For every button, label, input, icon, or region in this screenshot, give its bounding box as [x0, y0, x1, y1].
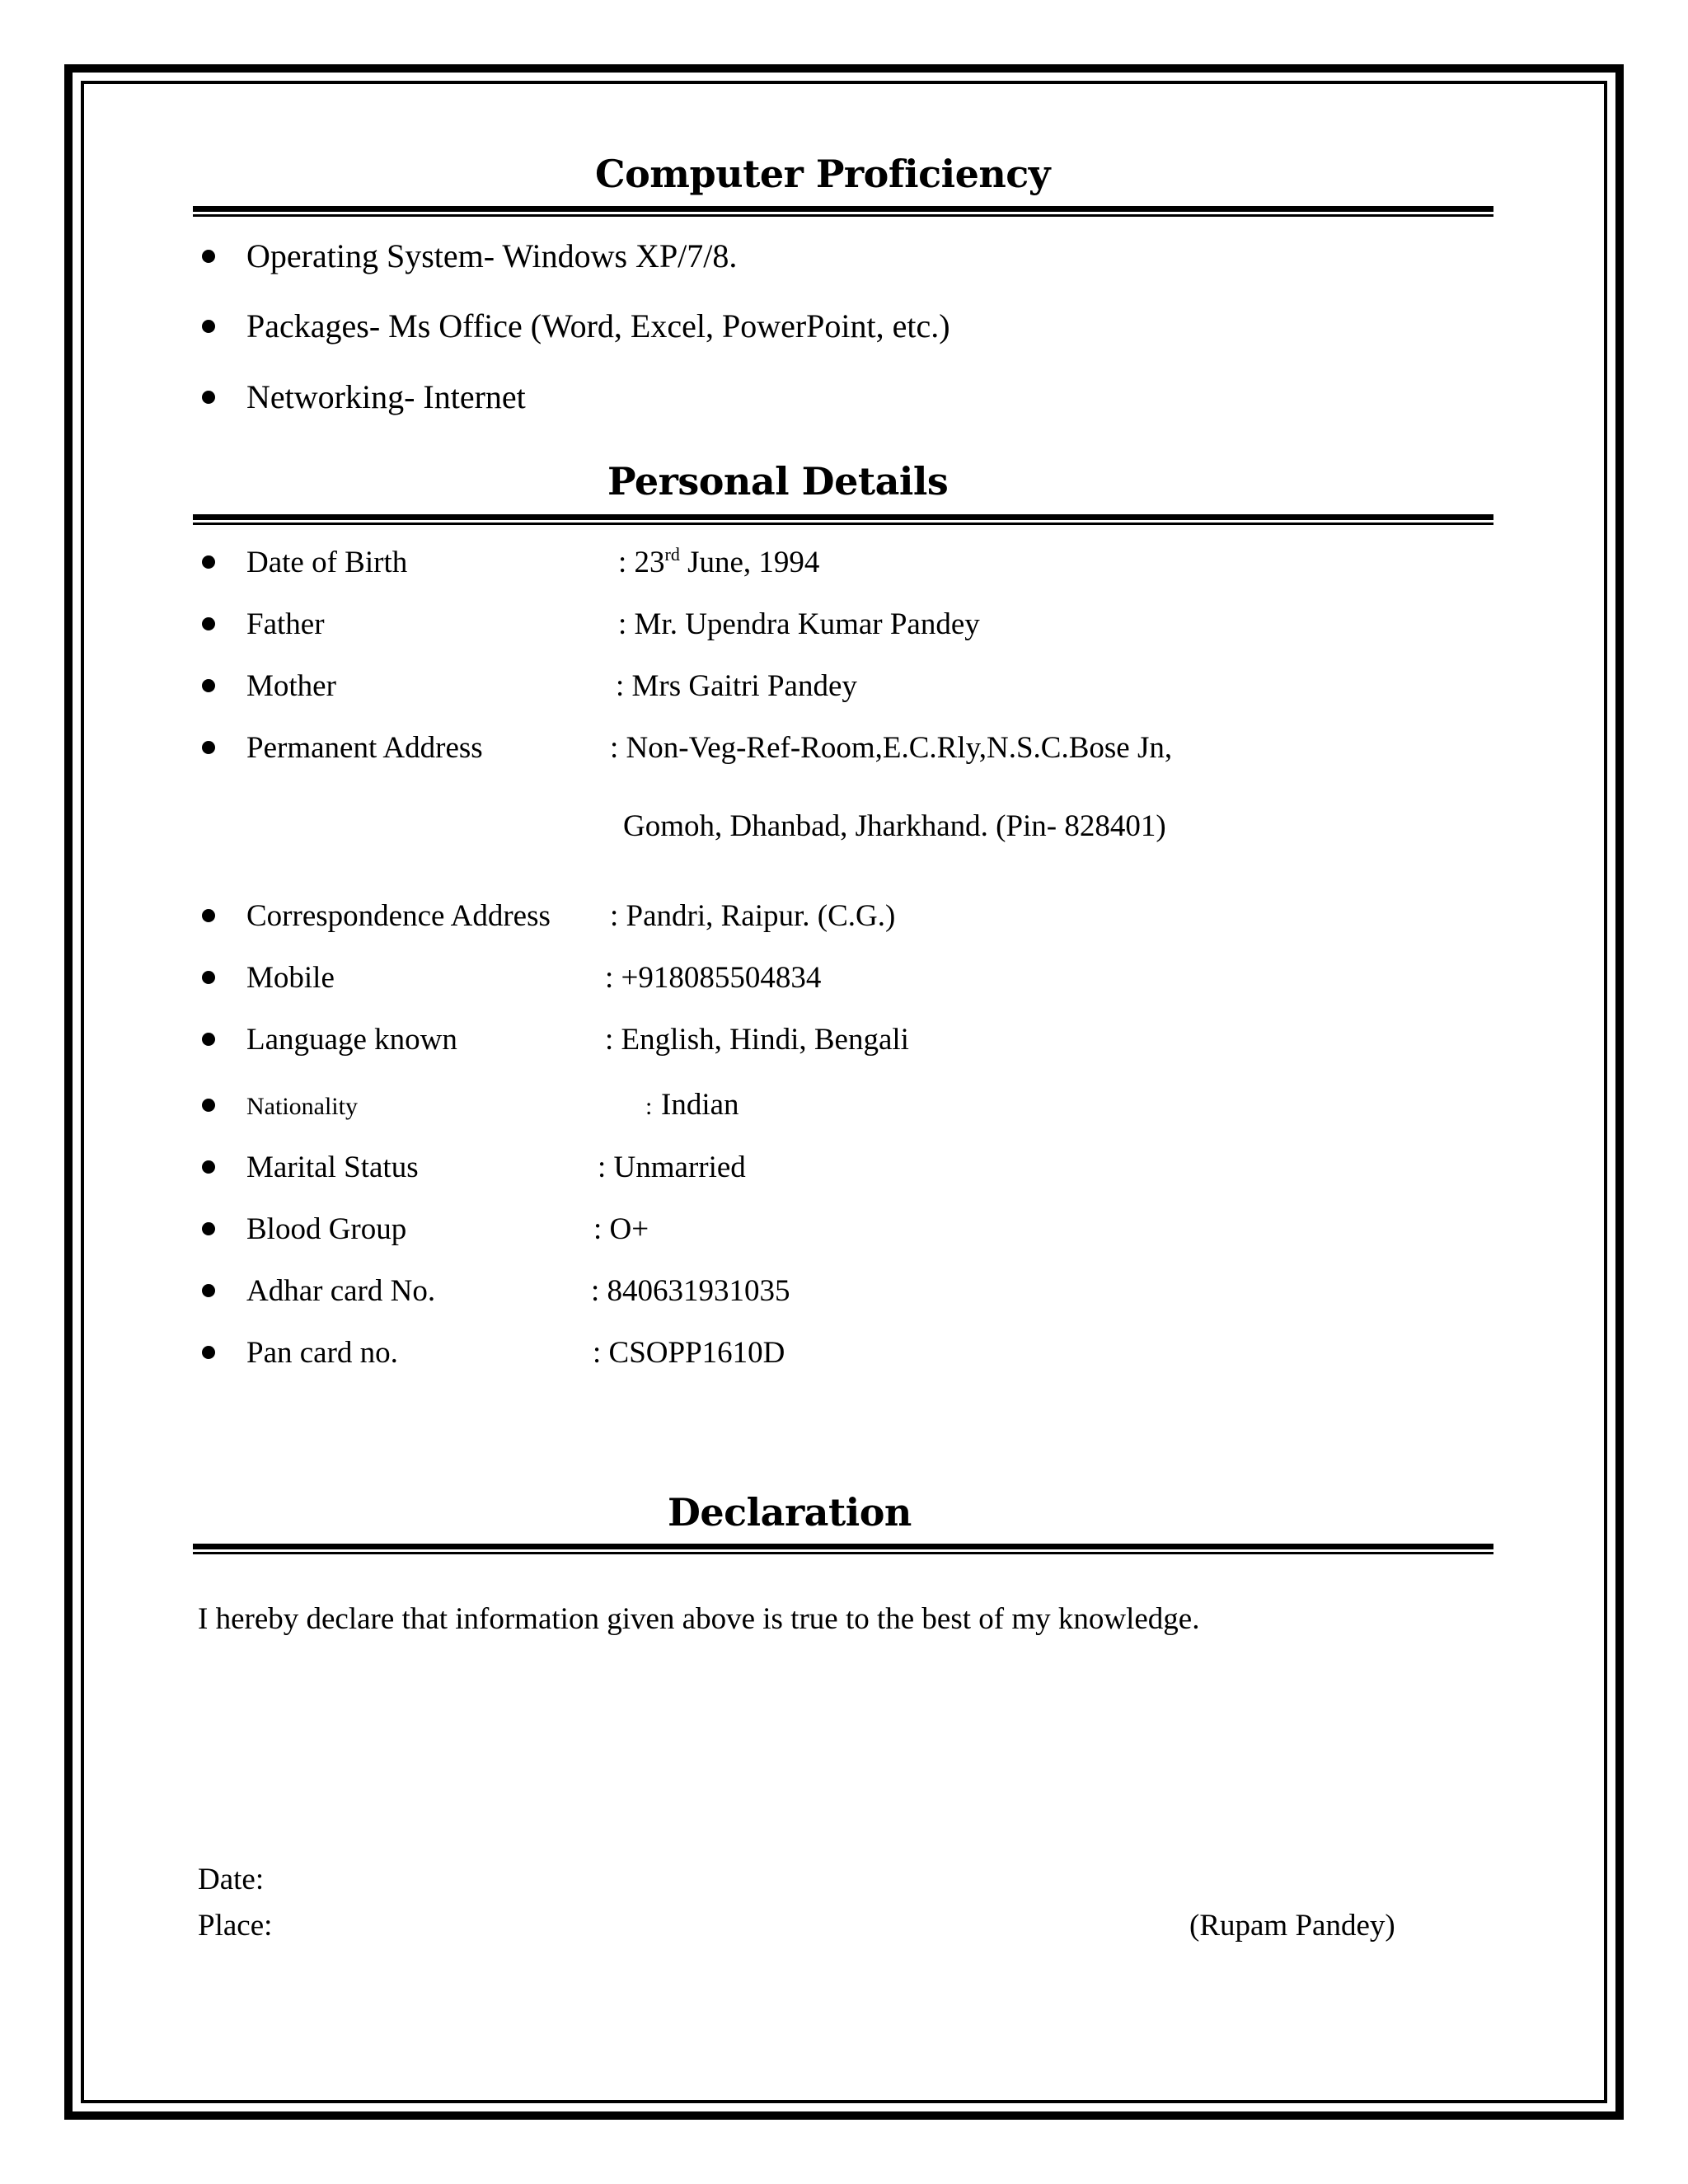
bullet-icon [202, 1222, 215, 1235]
marital-status-label: Marital Status [246, 1151, 419, 1184]
mobile-value: : +918085504834 [605, 961, 822, 995]
father-value: : Mr. Upendra Kumar Pandey [618, 607, 980, 641]
bullet-icon [202, 617, 215, 630]
date-label: Date: [198, 1863, 265, 1896]
nationality-value: Indian [661, 1088, 739, 1122]
permanent-address-value-line2: Gomoh, Dhanbad, Jharkhand. (Pin- 828401) [623, 809, 1166, 843]
proficiency-item-networking: Networking- Internet [246, 378, 526, 415]
mother-value: : Mrs Gaitri Pandey [616, 669, 857, 703]
personal-details-heading: Personal Details [607, 459, 949, 504]
bullet-icon [202, 1033, 215, 1046]
personal-details-rule-thin [193, 523, 1493, 525]
dob-value-ordinal: rd [664, 544, 680, 565]
father-label: Father [246, 607, 325, 641]
permanent-address-label: Permanent Address [246, 731, 483, 765]
place-label: Place: [198, 1909, 273, 1943]
dob-label: Date of Birth [246, 546, 408, 579]
declaration-text: I hereby declare that information given above is true to the best of my knowledge. [198, 1602, 1200, 1636]
correspondence-address-value: : Pandri, Raipur. (C.G.) [610, 899, 896, 933]
bullet-icon [202, 1160, 215, 1174]
computer-proficiency-rule [193, 206, 1493, 212]
personal-details-rule [193, 514, 1493, 520]
proficiency-item-os: Operating System- Windows XP/7/8. [246, 237, 738, 274]
proficiency-item-packages: Packages- Ms Office (Word, Excel, PowerPoint, etc.) [246, 307, 950, 344]
language-label: Language known [246, 1023, 457, 1057]
declaration-rule [193, 1544, 1493, 1549]
bullet-icon [202, 250, 215, 263]
bullet-icon [202, 391, 215, 404]
declaration-rule-thin [193, 1552, 1493, 1554]
adhar-value: : 840631931035 [591, 1274, 790, 1308]
dob-value-suffix: June, 1994 [679, 546, 820, 579]
declaration-heading: Declaration [668, 1490, 912, 1535]
computer-proficiency-heading: Computer Proficiency [595, 152, 1051, 196]
bullet-icon [202, 555, 215, 569]
blood-group-label: Blood Group [246, 1212, 407, 1246]
bullet-icon [202, 909, 215, 922]
dob-value [618, 544, 820, 579]
marital-status-value: : Unmarried [598, 1151, 746, 1184]
bullet-icon [202, 1099, 215, 1112]
pan-value: : CSOPP1610D [593, 1336, 785, 1370]
adhar-label: Adhar card No. [246, 1274, 436, 1308]
nationality-label: Nationality [246, 1093, 358, 1120]
bullet-icon [202, 1346, 215, 1359]
mother-label: Mother [246, 669, 336, 703]
bullet-icon [202, 971, 215, 984]
permanent-address-value-line1: : Non-Veg-Ref-Room,E.C.Rly,N.S.C.Bose Jn, [610, 731, 1173, 765]
bullet-icon [202, 679, 215, 692]
correspondence-address-label: Correspondence Address [246, 899, 551, 933]
blood-group-value: : O+ [593, 1212, 649, 1246]
language-value: : English, Hindi, Bengali [605, 1023, 909, 1057]
nationality-colon: : [645, 1093, 653, 1120]
signature-name: (Rupam Pandey) [1189, 1909, 1395, 1943]
dob-value-prefix: : 23 [618, 546, 665, 579]
pan-label: Pan card no. [246, 1336, 398, 1370]
computer-proficiency-rule-thin [193, 214, 1493, 217]
bullet-icon [202, 1284, 215, 1297]
bullet-icon [202, 320, 215, 333]
bullet-icon [202, 741, 215, 754]
mobile-label: Mobile [246, 961, 335, 995]
